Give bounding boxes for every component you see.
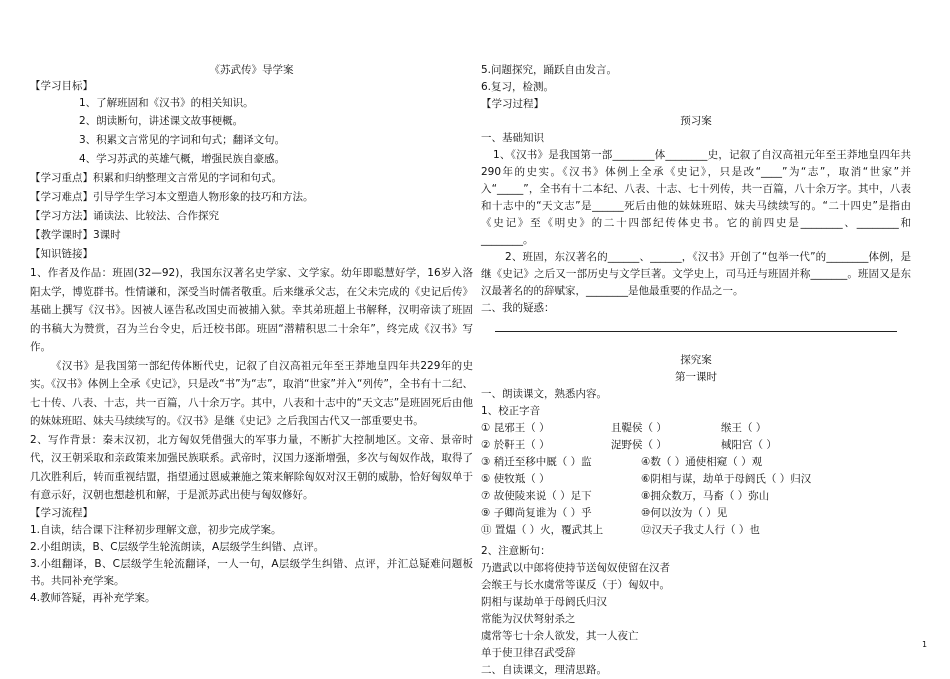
method-line: 【学习方法】诵读法、比较法、合作探究	[30, 210, 219, 222]
pron-item: ⑦ 故使陵来说（ ）足下	[481, 490, 592, 502]
right-column	[481, 62, 911, 679]
author-paragraph: 1、作者及作品：班固(32—92)，我国东汉著名史学家、文学家。幼年即聪慧好学，16岁入洛阳太学，博览群书。性情谦和，深受当时儒者敬重。后来继承父志，在父未完成的《史记后传》基础上撰写《汉书》。因被人诬告私改国史而被捕入狱。幸其弟班超上书解释，汉明帝读了班固的书稿大为赞赏，召为兰台令史，后迁校书郎。班固“潜精积思二十余年”，终完成《汉书》写作。	[30, 267, 473, 353]
pron-item: ① 昆邪王（ ）	[481, 422, 550, 434]
pron-item: ⑤ 使牧羝（ ）	[481, 473, 550, 485]
left-column	[30, 62, 473, 607]
pron-item: 浞野侯（ ）	[611, 439, 667, 451]
process-step-3: 3.小组翻译，B、C层级学生轮流翻译，一人一句，A层级学生纠错、点评，并汇总疑难问题板书。共同补充学案。	[30, 557, 473, 587]
pron-item: ⑨ 子卿尚复谁为（ ）乎	[481, 507, 592, 519]
doubt-heading: 二、我的疑惑：	[481, 302, 555, 314]
process-step-6: 6.复习，检测。	[481, 81, 555, 93]
read-heading: 一、朗读课文，熟悉内容。	[481, 388, 607, 400]
pron-item: ⑧拥众数万，马畜（ ）弥山	[641, 490, 770, 502]
focus-line: 【学习重点】积累和归纳整理文言常见的字词和句式。	[30, 172, 282, 184]
pause-heading: 2、注意断句：	[481, 545, 551, 557]
question-1: 1、《汉书》是我国第一部________体________史，记叙了自汉高祖元年至王莽地皇四年共290年的史实。《汉书》体例上全承《史记》，只是改“____”为“志”，取消“世家”并入“_____”，全书有十二本纪、八表、十志、七十列传，共一百篇，八十余万字。其中，八表和十志中的“天文志”是______死后由他的妹妹班昭、妹夫马续续写的。“二十四史”是指由《史记》至《明史》的二十四部纪传体史书。它的前四史是________、________和________。	[481, 149, 911, 246]
basic-heading: 一、基础知识	[481, 132, 544, 144]
pron-item: 且鞮侯（ ）	[611, 422, 667, 434]
self-read-heading: 二、自读课文，理清思路。	[481, 664, 607, 676]
objective-3: 3、积累文言常见的字词和句式；翻译文句。	[79, 134, 286, 146]
hours-line: 【教学课时】3课时	[30, 229, 121, 241]
pron-item: ⑪ 置煴（ ）火，覆武其上	[481, 524, 604, 536]
doubt-answer-line	[495, 323, 897, 332]
pause-line: 乃遣武以中郎将使持节送匈奴使留在汉者	[481, 562, 670, 574]
objectives-heading: 【学习目标】	[30, 80, 93, 92]
course-heading: 【学习过程】	[481, 98, 544, 110]
question-2: 2、班固，东汉著名的______、______，《汉书》开创了“包举一代”的________体例，是继《史记》之后又一部历史与文学巨著。文学史上，司马迁与班固并称_______。班固又是东汉最著名的的辞赋家，________是他最重要的作品之一。	[481, 251, 911, 297]
objective-1: 1、了解班固和《汉书》的相关知识。	[79, 97, 254, 109]
explore-title: 探究案	[680, 354, 712, 366]
pause-line: 单于使卫律召武受辞	[481, 647, 576, 659]
pronunciation-heading: 1、校正字音	[481, 405, 541, 417]
process-step-4: 4.教师答疑，再补充学案。	[30, 591, 156, 604]
doc-title: 《苏武传》导学案	[209, 64, 294, 76]
pron-item: ③ 稍迁至移中厩（ ）监	[481, 456, 592, 468]
pronunciation-row	[481, 471, 911, 488]
pron-item: 缑王（ ）	[721, 422, 767, 434]
pause-line: 虞常等七十余人欲发，其一人夜亡	[481, 630, 639, 642]
pronunciation-row	[481, 522, 911, 539]
pron-item: 棫阳宫（ ）	[721, 439, 777, 451]
objective-2: 2、朗读断句，讲述课文故事梗概。	[79, 115, 244, 127]
background-paragraph: 2、写作背景：秦末汉初，北方匈奴凭借强大的军事力量，不断扩大控制地区。文帝、景帝时代，汉王朝采取和亲政策来加强民族联系。武帝时，汉国力逐渐增强，多次与匈奴作战，取得了几次胜利后，转而重视结盟，指望通过恩威兼施之策来解除匈奴对汉王朝的威胁，恰好匈奴单于有意示好，汉朝也想趁机和解，于是派苏武出使与匈奴修好。	[30, 433, 473, 501]
hanshu-paragraph: 《汉书》是我国第一部纪传体断代史，记叙了自汉高祖元年至王莽地皇四年共229年的史实。《汉书》体例上全承《史记》，只是改“书”为“志”，取消“世家”并入“列传”，全书有十二纪、七十传、八表、十志，共一百篇，八十余万字。其中，八表和十志中的“天文志”是班固死后由他的妹妹班昭、妹夫马续续写的。《汉书》是继《史记》之后我国古代又一部重要史书。	[30, 359, 473, 427]
page-number: 1	[922, 640, 928, 649]
process-heading: 【学习流程】	[30, 506, 93, 519]
pron-item: ⑩何以汝为（ ）见	[641, 507, 728, 519]
pron-item: ④数（ ）通使相窥（ ）观	[641, 456, 763, 468]
pronunciation-row	[481, 420, 911, 437]
pause-line: 阴相与谋劫单于母阏氏归汉	[481, 596, 607, 608]
pronunciation-row	[481, 437, 911, 454]
pron-item: ② 於靬王（ ）	[481, 439, 550, 451]
pron-item: ⑫汉天子我丈人行（ ）也	[641, 524, 760, 536]
preview-title: 预习案	[680, 115, 712, 127]
process-step-1: 1.自读，结合课下注释初步理解文意，初步完成学案。	[30, 523, 282, 536]
pronunciation-row	[481, 454, 911, 471]
lesson-title: 第一课时	[675, 371, 717, 383]
pause-line: 会缑王与长水虞常等谋反（于）匈奴中。	[481, 579, 670, 591]
process-step-2: 2.小组朗读，B、C层级学生轮流朗读，A层级学生纠错、点评。	[30, 540, 325, 553]
pron-item: ⑥阴相与谋，劫单于母阏氏（ ）归汉	[641, 473, 812, 485]
difficulty-line: 【学习难点】引导学生学习本文塑造人物形象的技巧和方法。	[30, 191, 314, 203]
pause-line: 常能为汉伏弩射杀之	[481, 613, 576, 625]
process-step-5: 5.问题探究，踊跃自由发言。	[481, 64, 618, 76]
objective-4: 4、学习苏武的英雄气概，增强民族自豪感。	[79, 153, 286, 165]
links-heading: 【知识链接】	[30, 248, 93, 260]
pronunciation-row	[481, 488, 911, 505]
pronunciation-row	[481, 505, 911, 522]
